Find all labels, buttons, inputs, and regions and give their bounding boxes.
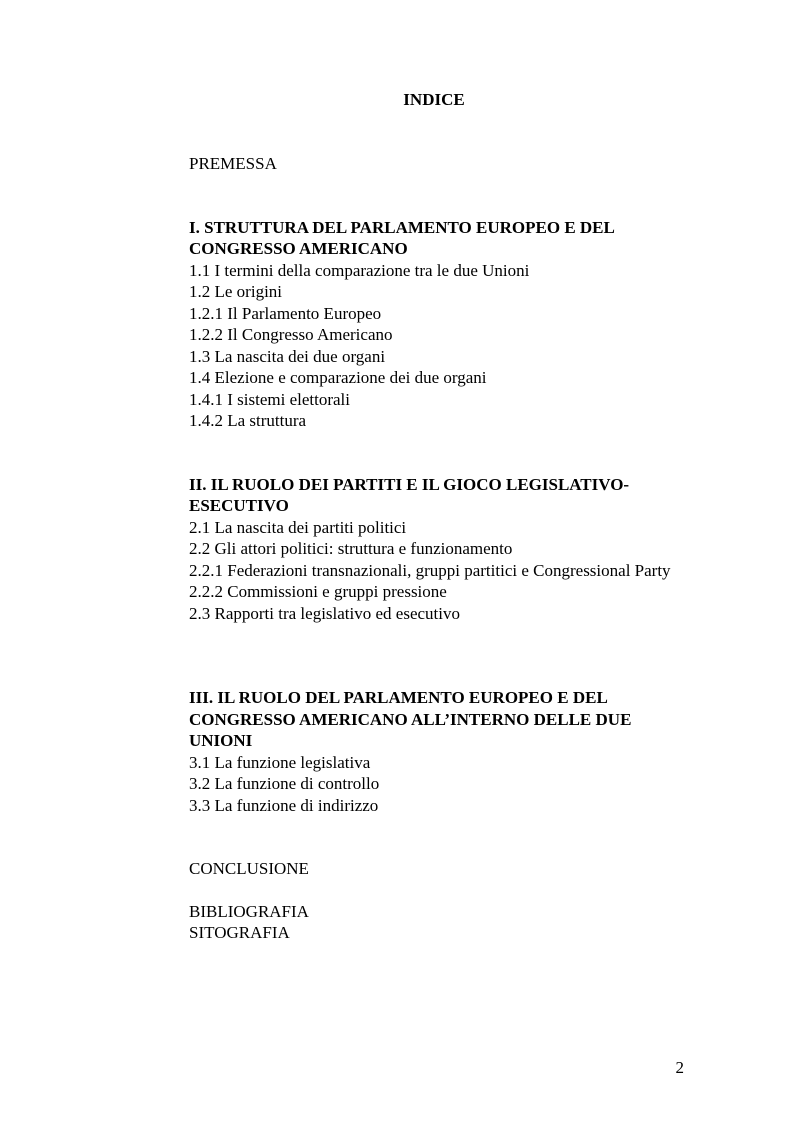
toc-entry-3-1[interactable]: 3.1 La funzione legislativa <box>189 752 371 772</box>
index-title: INDICE <box>403 90 465 109</box>
table-of-contents <box>189 153 689 944</box>
toc-entry-2-1[interactable]: 2.1 La nascita dei partiti politici <box>189 517 407 537</box>
toc-entry-3-3[interactable]: 3.3 La funzione di indirizzo <box>189 795 379 815</box>
toc-entry-1-4-1[interactable]: 1.4.1 I sistemi elettorali <box>189 389 350 409</box>
toc-entry-1-2-1[interactable]: 1.2.1 Il Parlamento Europeo <box>189 303 382 323</box>
toc-entry-1-2[interactable]: 1.2 Le origini <box>189 282 283 301</box>
toc-entry-conclusione[interactable]: CONCLUSIONE <box>189 859 309 878</box>
toc-entry-2-2[interactable]: 2.2 Gli attori politici: struttura e funzionamento <box>189 539 513 558</box>
toc-entry-2-3[interactable]: 2.3 Rapporti tra legislativo ed esecutivo <box>189 603 460 623</box>
chapter-3-heading[interactable]: III. IL RUOLO DEL PARLAMENTO EUROPEO E DEL CONGRESSO AMERICANO ALL’INTERNO DELLE DUE UNIONI <box>189 688 632 750</box>
toc-entry-premessa[interactable]: PREMESSA <box>189 154 277 173</box>
toc-entry-sitografia[interactable]: SITOGRAFIA <box>189 923 290 942</box>
toc-entry-1-1[interactable]: 1.1 I termini della comparazione tra le due Unioni <box>189 260 530 280</box>
toc-entry-3-2[interactable]: 3.2 La funzione di controllo <box>189 774 380 793</box>
toc-entry-1-3[interactable]: 1.3 La nascita dei due organi <box>189 346 386 366</box>
toc-entry-2-2-1[interactable]: 2.2.1 Federazioni transnazionali, gruppi partitici e Congressional Party <box>189 560 671 580</box>
chapter-1-heading[interactable]: I. STRUTTURA DEL PARLAMENTO EUROPEO E DEL CONGRESSO AMERICANO <box>189 217 614 258</box>
toc-entry-2-2-2[interactable]: 2.2.2 Commissioni e gruppi pressione <box>189 582 447 601</box>
chapter-2-heading[interactable]: II. IL RUOLO DEI PARTITI E IL GIOCO LEGISLATIVO-ESECUTIVO <box>189 474 630 515</box>
toc-entry-1-4[interactable]: 1.4 Elezione e comparazione dei due organi <box>189 368 487 387</box>
page-number: 2 <box>675 1058 684 1077</box>
toc-entry-1-4-2[interactable]: 1.4.2 La struttura <box>189 411 307 430</box>
toc-entry-bibliografia[interactable]: BIBLIOGRAFIA <box>189 901 309 921</box>
toc-entry-1-2-2[interactable]: 1.2.2 Il Congresso Americano <box>189 325 393 344</box>
